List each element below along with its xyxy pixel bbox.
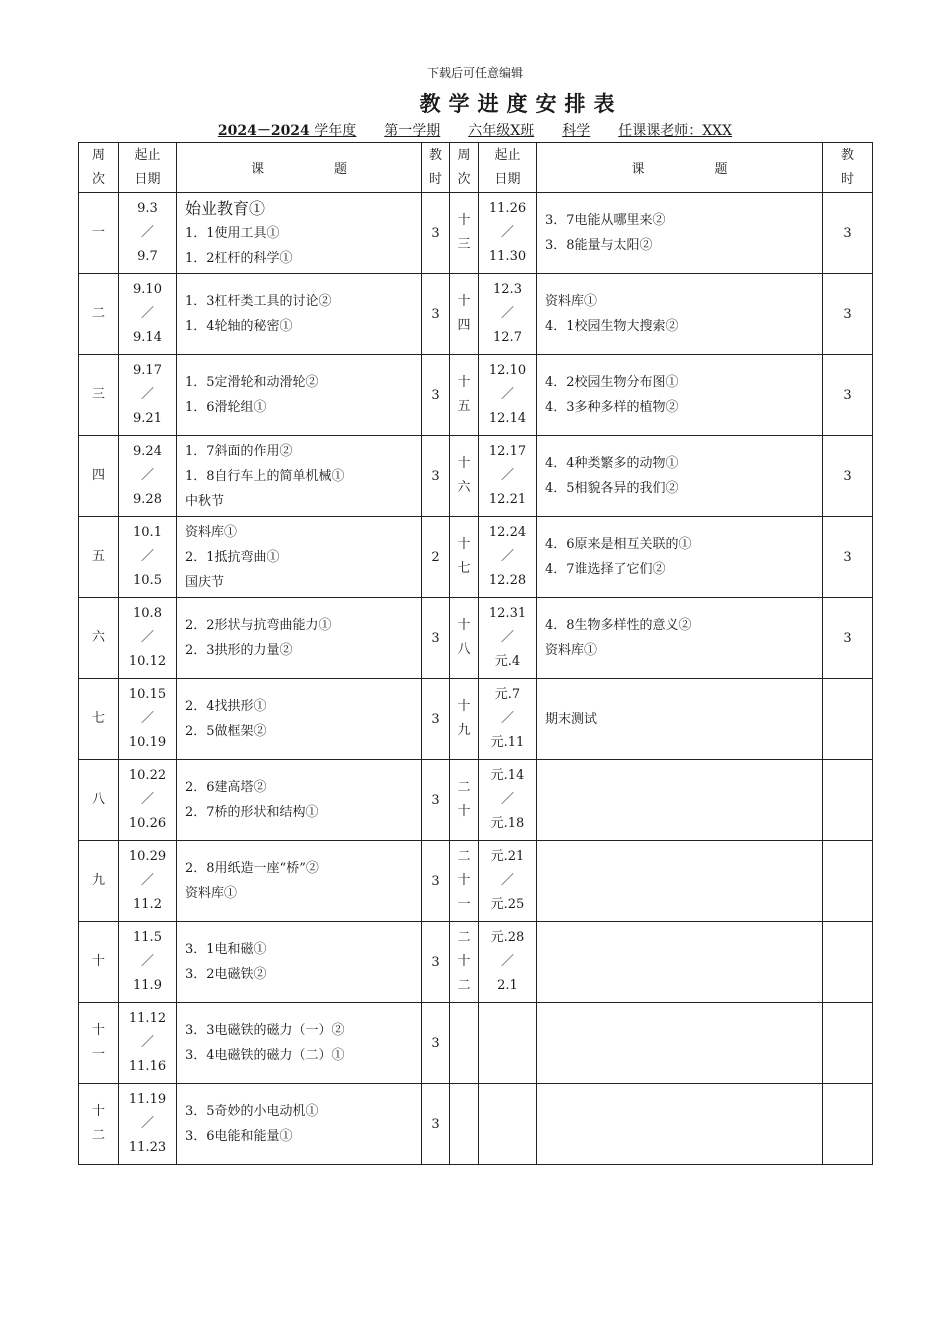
cell-line: 4．5相貌各异的我们② (545, 481, 679, 496)
cell-line: 9.24 (133, 444, 162, 459)
right-week-cell (450, 355, 479, 436)
cell-line: 国庆节 (185, 574, 225, 590)
cell-line: 4．1校园生物大搜索② (545, 319, 679, 334)
right-hours-cell: 3 (823, 436, 873, 517)
cell-line: 10.1 (133, 525, 162, 540)
header-row (79, 143, 873, 193)
cell-line: 期末测试 (545, 711, 598, 727)
left-topic-cell (177, 760, 422, 841)
left-date-cell (119, 274, 177, 355)
cell-line: 2．5做框架② (185, 724, 267, 739)
cell-line: 元.14 (490, 768, 525, 783)
left-hours-cell: 2 (422, 517, 450, 598)
right-week-cell (450, 517, 479, 598)
cell-line: 1．5定滑轮和动滑轮② (185, 375, 319, 390)
cell-line: 10.29 (128, 849, 167, 864)
cell-line: 9.28 (133, 492, 162, 507)
table-row (79, 436, 873, 517)
left-topic-cell (177, 436, 422, 517)
left-date-cell (119, 760, 177, 841)
col-topic-header: 课 题 (177, 143, 422, 193)
left-topic-cell (177, 841, 422, 922)
cell-line: 4．4种类繁多的动物① (545, 456, 679, 471)
right-topic-cell (537, 355, 823, 436)
right-hours-cell (823, 841, 873, 922)
cell-line: ／ (140, 306, 154, 321)
cell-line: 3．8能量与太阳② (545, 238, 653, 253)
left-hours-cell: 3 (422, 355, 450, 436)
right-hours-cell (823, 760, 873, 841)
cell-line: 4．6原来是相互关联的① (545, 537, 692, 552)
cell-line: 10.22 (128, 768, 167, 783)
cell-line: 11.16 (128, 1059, 167, 1074)
cell-line: 12.10 (488, 363, 527, 378)
cell-line: 十 (457, 618, 471, 633)
cell-line: 四 (457, 318, 471, 333)
cell-line: ／ (140, 873, 154, 888)
cell-line: 一 (91, 1047, 105, 1062)
cell-line: 2．1抵抗弯曲① (185, 549, 280, 565)
left-week-cell (79, 436, 119, 517)
cell-line: 二 (457, 930, 471, 945)
cell-line: 资料库① (545, 643, 598, 658)
cell-line: 2．3拱形的力量② (185, 643, 293, 658)
cell-line: 3．4电磁铁的磁力（二）① (185, 1048, 345, 1063)
cell-line: 4．8生物多样性的意义② (545, 618, 692, 633)
right-hours-cell (823, 679, 873, 760)
right-hours-cell: 3 (823, 274, 873, 355)
cell-line: 2．7桥的形状和结构① (185, 805, 319, 820)
page-title: 教学进度安排表 (419, 91, 623, 116)
table-row (79, 1084, 873, 1165)
cell-line: 元.4 (494, 654, 521, 669)
right-date-cell (479, 598, 537, 679)
table-row (79, 355, 873, 436)
cell-line: 1．1使用工具① (185, 225, 280, 241)
col-hours-header: 教 时 (422, 143, 450, 193)
cell-line: 二 (91, 306, 105, 321)
cell-line: 九 (91, 873, 105, 888)
cell-line: 十 (457, 954, 471, 969)
cell-line: 9.10 (133, 282, 162, 297)
semester: 第一学期 (384, 123, 441, 139)
right-week-cell (450, 436, 479, 517)
col-week-header: 周 次 (79, 143, 119, 193)
cell-line: ／ (140, 630, 154, 645)
left-hours-cell: 3 (422, 1084, 450, 1165)
cell-line: 9.14 (133, 330, 162, 345)
cell-line: 12.7 (493, 330, 522, 345)
left-topic-cell (177, 1084, 422, 1165)
cell-line: ／ (140, 711, 154, 726)
right-date-cell (479, 922, 537, 1003)
teacher: 任课课老师：XXX (618, 123, 733, 139)
col-week-header-2: 周 次 (450, 143, 479, 193)
right-topic-cell (537, 598, 823, 679)
cell-line: 11.23 (128, 1140, 167, 1155)
right-week-cell (450, 598, 479, 679)
cell-line: 2．8用纸造一座“桥”② (185, 861, 319, 876)
col-topic-header-2: 课 题 (537, 143, 823, 193)
cell-line: ／ (140, 549, 154, 564)
left-hours-cell: 3 (422, 436, 450, 517)
cell-line: 11.26 (488, 201, 527, 216)
cell-line: 六 (457, 480, 471, 495)
cell-line: ／ (140, 468, 154, 483)
table-row (79, 679, 873, 760)
right-week-cell (450, 1084, 479, 1165)
col-date-header: 起止 日期 (119, 143, 177, 193)
cell-line: 11.12 (128, 1011, 167, 1026)
left-hours-cell: 3 (422, 274, 450, 355)
table-row (79, 274, 873, 355)
cell-line: 3．6电能和能量① (185, 1129, 293, 1144)
right-week-cell (450, 841, 479, 922)
right-date-cell (479, 760, 537, 841)
cell-line: 11.5 (133, 930, 162, 945)
cell-line: 二 (91, 1128, 105, 1143)
cell-line: ／ (500, 711, 514, 726)
table-row (79, 760, 873, 841)
cell-line: 十 (91, 1104, 105, 1119)
left-week-cell (79, 841, 119, 922)
cell-line: 十 (457, 456, 471, 471)
right-date-cell (479, 1084, 537, 1165)
left-week-cell (79, 922, 119, 1003)
cell-line: 9.3 (137, 201, 158, 216)
cell-line: 1．8自行车上的简单机械① (185, 468, 345, 484)
cell-line: 12.31 (488, 606, 527, 621)
cell-line: 二 (457, 780, 471, 795)
cell-line: 七 (457, 561, 471, 576)
left-date-cell (119, 1084, 177, 1165)
cell-line: 元.18 (490, 816, 525, 831)
right-topic-cell (537, 193, 823, 274)
subject: 科学 (562, 123, 591, 139)
left-hours-cell: 3 (422, 922, 450, 1003)
cell-line: 10.26 (128, 816, 167, 831)
cell-line: 2.1 (497, 978, 518, 993)
left-date-cell (119, 679, 177, 760)
cell-line: 10.19 (128, 735, 167, 750)
left-topic-cell (177, 355, 422, 436)
right-hours-cell (823, 922, 873, 1003)
cell-line: 元.11 (490, 735, 525, 750)
right-week-cell (450, 760, 479, 841)
left-week-cell (79, 193, 119, 274)
right-week-cell (450, 1003, 479, 1084)
table-row (79, 598, 873, 679)
left-week-cell (79, 517, 119, 598)
left-date-cell (119, 517, 177, 598)
left-week-cell (79, 1084, 119, 1165)
cell-line: ／ (500, 387, 514, 402)
cell-line: 二 (457, 849, 471, 864)
left-week-cell (79, 1003, 119, 1084)
cell-line: 12.28 (488, 573, 527, 588)
right-topic-cell (537, 922, 823, 1003)
cell-line: 五 (91, 549, 105, 564)
cell-line: 十 (457, 375, 471, 390)
right-date-cell (479, 274, 537, 355)
cell-line: 元.7 (494, 687, 521, 702)
cell-line: 始业教育① (185, 198, 266, 218)
cell-line: 1．3杠杆类工具的讨论② (185, 294, 332, 309)
right-hours-cell (823, 1084, 873, 1165)
cell-line: ／ (500, 954, 514, 969)
cell-line: 四 (91, 468, 105, 483)
table-row (79, 922, 873, 1003)
cell-line: ／ (140, 1116, 154, 1131)
left-date-cell (119, 598, 177, 679)
cell-line: 资料库① (185, 886, 238, 901)
cell-line: ／ (500, 225, 514, 240)
cell-line: 9.21 (133, 411, 162, 426)
left-week-cell (79, 355, 119, 436)
right-date-cell (479, 841, 537, 922)
cell-line: 六 (91, 630, 105, 645)
left-hours-cell: 3 (422, 679, 450, 760)
left-hours-cell: 3 (422, 841, 450, 922)
cell-line: 10.12 (128, 654, 167, 669)
right-week-cell (450, 679, 479, 760)
cell-line: 二 (457, 978, 471, 993)
cell-line: 11.2 (133, 897, 162, 912)
cell-line: ／ (500, 468, 514, 483)
cell-line: ／ (500, 306, 514, 321)
col-hours-header-2: 教 时 (823, 143, 873, 193)
left-topic-cell (177, 598, 422, 679)
cell-line: 4．3多种多样的植物② (545, 400, 679, 415)
cell-line: 1．7斜面的作用② (185, 443, 293, 459)
cell-line: ／ (140, 225, 154, 240)
cell-line: 五 (457, 399, 471, 414)
cell-line: 十 (91, 954, 105, 969)
cell-line: ／ (500, 873, 514, 888)
cell-line: 2．2形状与抗弯曲能力① (185, 618, 332, 633)
left-topic-cell (177, 922, 422, 1003)
cell-line: ／ (500, 549, 514, 564)
right-topic-cell (537, 841, 823, 922)
right-week-cell (450, 922, 479, 1003)
cell-line: 九 (457, 723, 471, 738)
cell-line: 一 (91, 225, 105, 240)
right-topic-cell (537, 1084, 823, 1165)
class-name: 六年级X班 (468, 123, 535, 139)
cell-line: 11.9 (133, 978, 162, 993)
left-hours-cell: 3 (422, 1003, 450, 1084)
cell-line: ／ (140, 387, 154, 402)
cell-line: 十 (91, 1023, 105, 1038)
right-date-cell (479, 517, 537, 598)
right-hours-cell: 3 (823, 355, 873, 436)
cell-line: 12.24 (488, 525, 527, 540)
cell-line: 一 (457, 897, 471, 912)
cell-line: 4．2校园生物分布图① (545, 375, 679, 390)
cell-line: 12.21 (488, 492, 527, 507)
cell-line: 11.30 (488, 249, 527, 264)
right-topic-cell (537, 1003, 823, 1084)
cell-line: 1．2杠杆的科学① (185, 250, 293, 266)
cell-line: 中秋节 (185, 493, 225, 509)
cell-line: 9.7 (137, 249, 158, 264)
left-date-cell (119, 355, 177, 436)
cell-line: 3．1电和磁① (185, 942, 267, 957)
cell-line: ／ (500, 792, 514, 807)
cell-line: 十 (457, 294, 471, 309)
right-week-cell (450, 274, 479, 355)
right-date-cell (479, 436, 537, 517)
left-date-cell (119, 1003, 177, 1084)
cell-line: 八 (457, 642, 471, 657)
cell-line: 八 (91, 792, 105, 807)
cell-line: 1．6滑轮组① (185, 400, 267, 415)
cell-line: 十 (457, 804, 471, 819)
cell-line: 三 (91, 387, 105, 402)
schedule-table (78, 142, 873, 1165)
right-topic-cell (537, 274, 823, 355)
school-year: 2024－2024 学年度 (217, 123, 357, 139)
cell-line: 12.17 (488, 444, 527, 459)
cell-line: ／ (140, 954, 154, 969)
left-week-cell (79, 274, 119, 355)
cell-line: 9.17 (133, 363, 162, 378)
cell-line: 十 (457, 873, 471, 888)
cell-line: 元.25 (490, 897, 525, 912)
table-row (79, 841, 873, 922)
cell-line: 元.21 (490, 849, 525, 864)
cell-line: 2．4找拱形① (185, 699, 267, 714)
cell-line: 1．4轮轴的秘密① (185, 319, 293, 334)
right-date-cell (479, 1003, 537, 1084)
left-hours-cell: 3 (422, 193, 450, 274)
col-date-header-2: 起止 日期 (479, 143, 537, 193)
cell-line: 资料库① (545, 294, 598, 309)
left-topic-cell (177, 193, 422, 274)
cell-line: 10.5 (133, 573, 162, 588)
cell-line: 3．7电能从哪里来② (545, 213, 666, 228)
right-date-cell (479, 679, 537, 760)
left-date-cell (119, 436, 177, 517)
cell-line: 三 (457, 237, 471, 252)
cell-line: 资料库① (185, 524, 238, 540)
cell-line: 10.8 (133, 606, 162, 621)
right-week-cell (450, 193, 479, 274)
cell-line: 12.3 (493, 282, 522, 297)
cell-line: 12.14 (488, 411, 527, 426)
left-date-cell (119, 841, 177, 922)
right-topic-cell (537, 760, 823, 841)
right-hours-cell (823, 1003, 873, 1084)
left-topic-cell (177, 679, 422, 760)
table-row (79, 517, 873, 598)
cell-line: 元.28 (490, 930, 525, 945)
cell-line: 4．7谁选择了它们② (545, 562, 666, 577)
left-date-cell (119, 193, 177, 274)
cell-line: ／ (140, 1035, 154, 1050)
table-row (79, 1003, 873, 1084)
left-hours-cell: 3 (422, 598, 450, 679)
right-topic-cell (537, 517, 823, 598)
left-week-cell (79, 598, 119, 679)
subtitle-line (78, 120, 872, 140)
left-hours-cell: 3 (422, 760, 450, 841)
cell-line: 七 (91, 711, 105, 726)
cell-line: 11.19 (128, 1092, 167, 1107)
right-topic-cell (537, 436, 823, 517)
cell-line: 2．6建高塔② (185, 780, 267, 795)
cell-line: 十 (457, 213, 471, 228)
right-date-cell (479, 193, 537, 274)
left-topic-cell (177, 1003, 422, 1084)
cell-line: 10.15 (128, 687, 167, 702)
right-date-cell (479, 355, 537, 436)
download-note: 下载后可任意编辑 (426, 66, 523, 80)
cell-line: 3．5奇妙的小电动机① (185, 1104, 319, 1119)
cell-line: 3．2电磁铁② (185, 967, 267, 982)
cell-line: 3．3电磁铁的磁力（一）② (185, 1023, 345, 1038)
table-row (79, 193, 873, 274)
right-hours-cell: 3 (823, 193, 873, 274)
right-hours-cell: 3 (823, 598, 873, 679)
cell-line: 十 (457, 537, 471, 552)
right-topic-cell (537, 679, 823, 760)
left-topic-cell (177, 274, 422, 355)
cell-line: 十 (457, 699, 471, 714)
left-week-cell (79, 760, 119, 841)
cell-line: ／ (500, 630, 514, 645)
left-week-cell (79, 679, 119, 760)
right-hours-cell: 3 (823, 517, 873, 598)
left-date-cell (119, 922, 177, 1003)
left-topic-cell (177, 517, 422, 598)
cell-line: ／ (140, 792, 154, 807)
